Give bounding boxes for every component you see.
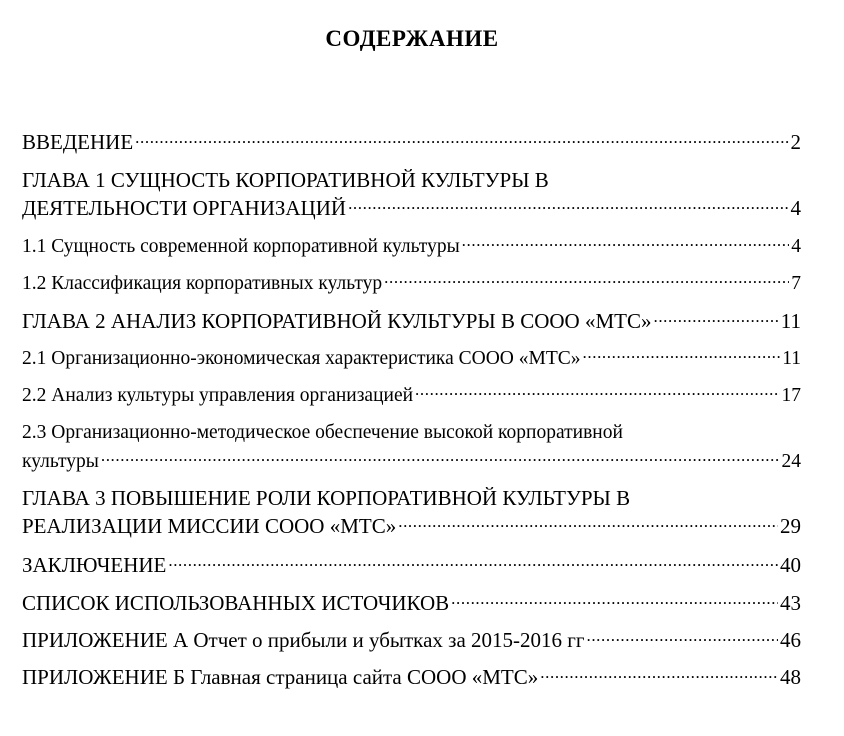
toc-entry-text: культуры	[22, 450, 99, 472]
toc-entry-text: ПРИЛОЖЕНИЕ Б Главная страница сайта СООО «МТС»	[22, 665, 539, 689]
toc-entry[interactable]	[22, 551, 801, 579]
toc-entry-text: ВВЕДЕНИЕ	[22, 130, 134, 154]
toc-page-number: 4	[790, 196, 801, 220]
toc-page-number: 46	[780, 628, 801, 652]
toc-entry[interactable]	[22, 663, 801, 691]
toc-entry[interactable]	[22, 269, 801, 298]
toc-entry-text: 2.1 Организационно-экономическая характеристика СООО «МТС»	[22, 347, 581, 369]
toc-entry[interactable]	[22, 232, 801, 261]
toc-entry[interactable]	[22, 166, 801, 222]
toc-entry-text: 2.2 Анализ культуры управления организацией	[22, 384, 414, 406]
toc-page-number: 2	[790, 130, 801, 154]
toc-page-number: 48	[780, 665, 801, 689]
toc-entry[interactable]	[22, 419, 801, 476]
toc-entry-text: ДЕЯТЕЛЬНОСТИ ОРГАНИЗАЦИЙ	[22, 196, 347, 220]
toc-entry-text-line1: ГЛАВА 1 СУЩНОСТЬ КОРПОРАТИВНОЙ КУЛЬТУРЫ В	[22, 168, 549, 192]
dot-leader	[168, 551, 778, 572]
dot-leader	[348, 194, 788, 215]
toc-entry-text: 1.2 Классификация корпоративных культур	[22, 272, 383, 294]
toc-entry-text-line1: ГЛАВА 3 ПОВЫШЕНИЕ РОЛИ КОРПОРАТИВНОЙ КУЛЬТУРЫ В	[22, 486, 631, 510]
dot-leader	[653, 307, 778, 328]
toc-entry-text: СПИСОК ИСПОЛЬЗОВАННЫХ ИСТОЧИКОВ	[22, 591, 450, 615]
toc-entry-text-line1: 2.3 Организационно-методическое обеспечение высокой корпоративной	[22, 422, 623, 443]
dot-leader	[101, 447, 780, 467]
toc-page-number: 17	[781, 384, 801, 406]
dot-leader	[451, 589, 778, 610]
toc-entry-text: 1.1 Сущность современной корпоративной культуры	[22, 235, 460, 257]
toc-entry-text: ЗАКЛЮЧЕНИЕ	[22, 553, 167, 577]
toc-page-number: 7	[791, 272, 801, 294]
toc-entry[interactable]	[22, 307, 801, 335]
dot-leader	[398, 512, 778, 533]
toc-page-number: 4	[791, 235, 801, 257]
toc-entry[interactable]	[22, 381, 801, 410]
toc-page-number: 29	[780, 514, 801, 538]
dot-leader	[462, 232, 790, 252]
toc-page-number: 11	[782, 347, 801, 369]
dot-leader	[135, 128, 788, 149]
toc-page-number: 40	[780, 553, 801, 577]
toc-entry[interactable]	[22, 128, 801, 156]
toc-entry-text: РЕАЛИЗАЦИИ МИССИИ СООО «МТС»	[22, 514, 397, 538]
dot-leader	[583, 344, 781, 364]
toc-entry[interactable]	[22, 344, 801, 373]
dot-leader	[540, 663, 778, 684]
toc-entry[interactable]	[22, 589, 801, 617]
dot-leader	[384, 269, 789, 289]
toc-entry[interactable]	[22, 626, 801, 654]
dot-leader	[415, 381, 779, 401]
toc-entry[interactable]	[22, 484, 801, 540]
toc-entry-text: ГЛАВА 2 АНАЛИЗ КОРПОРАТИВНОЙ КУЛЬТУРЫ В СООО «МТС»	[22, 309, 652, 333]
toc-page-number: 43	[780, 591, 801, 615]
toc-page-number: 11	[780, 309, 801, 333]
toc-title: СОДЕРЖАНИЕ	[325, 26, 499, 51]
toc-page-number: 24	[781, 450, 801, 472]
dot-leader	[586, 626, 778, 647]
toc-entry-text: ПРИЛОЖЕНИЕ А Отчет о прибыли и убытках за 2015-2016 гг	[22, 628, 585, 652]
